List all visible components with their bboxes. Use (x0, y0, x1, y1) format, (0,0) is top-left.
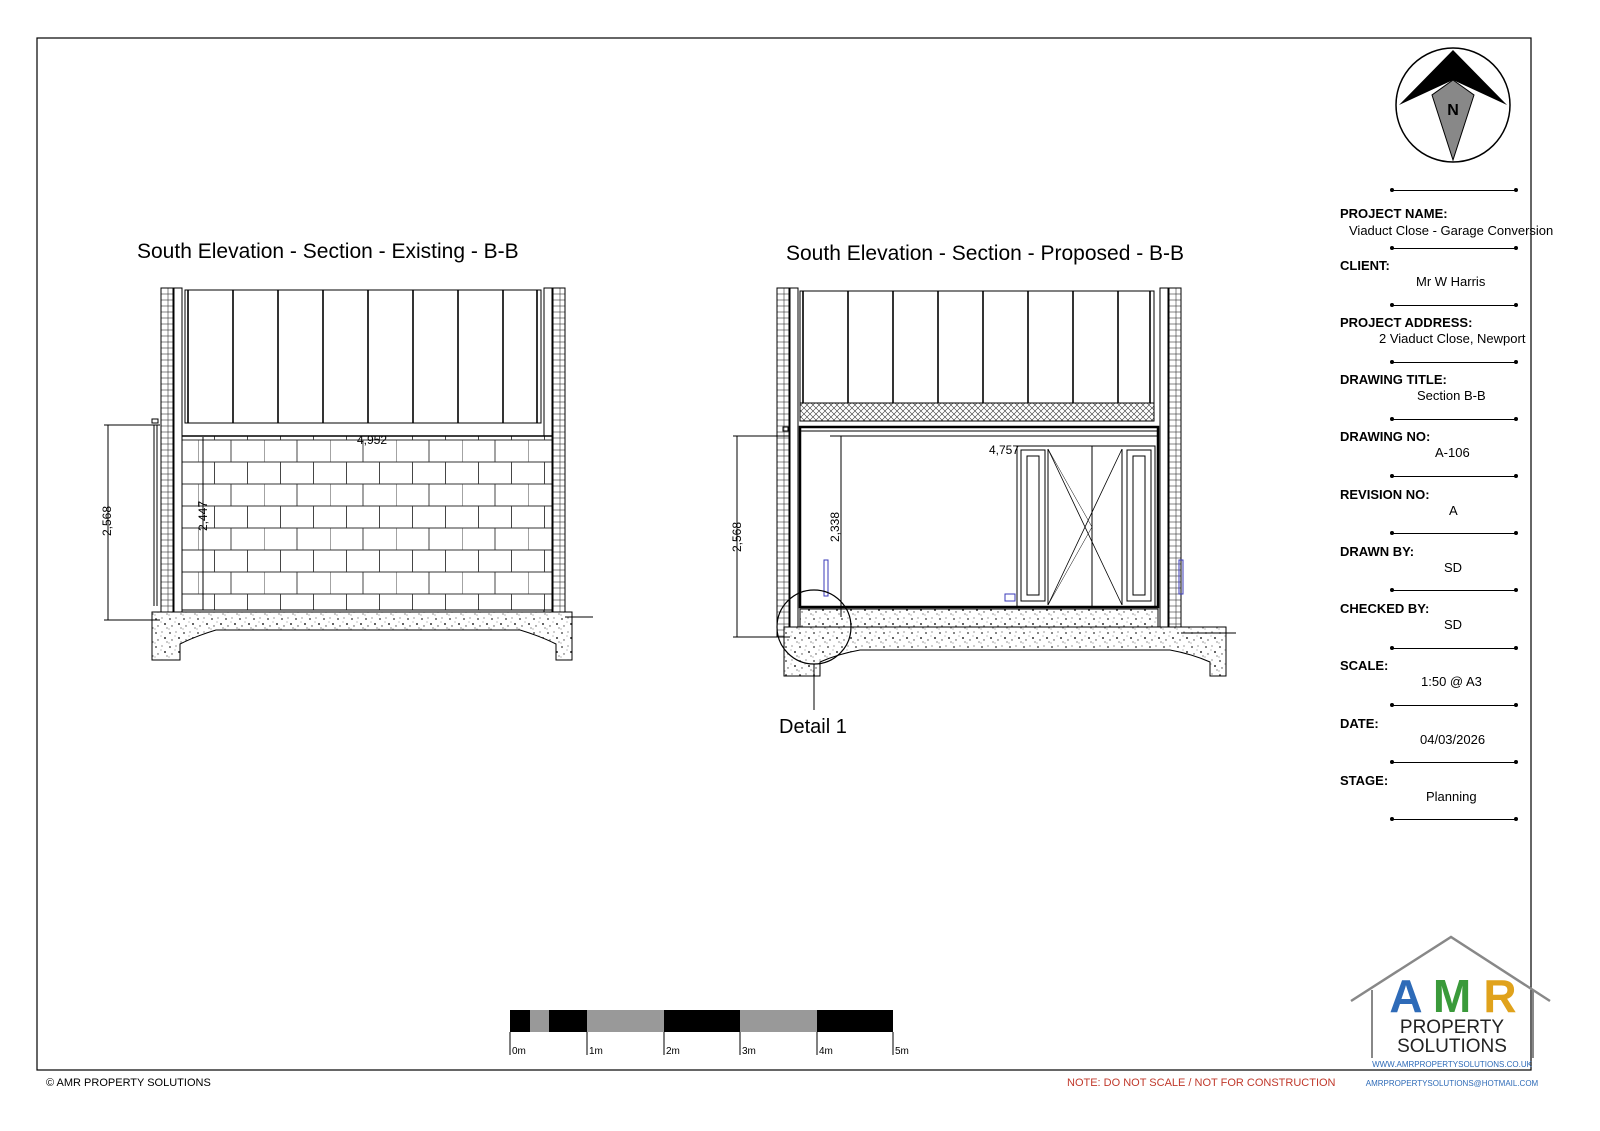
client-label: CLIENT: (1340, 258, 1390, 273)
logo-line-1: PROPERTY (1399, 1017, 1505, 1038)
scale-bar (510, 1010, 893, 1055)
scale-label: SCALE: (1340, 658, 1389, 673)
copyright-text: © AMR PROPERTY SOLUTIONS (46, 1077, 211, 1089)
logo-letter-m: M (1432, 970, 1472, 1022)
stage-value: Planning (1426, 789, 1477, 804)
existing-section-drawing (104, 288, 593, 660)
scale-tick-label: 3m (742, 1046, 756, 1057)
title-block-rule (1392, 476, 1516, 477)
title-block-rule (1392, 190, 1516, 191)
date-value: 04/03/2026 (1420, 732, 1486, 747)
logo-letter-r: R (1483, 970, 1517, 1022)
title-block-rule (1392, 705, 1516, 706)
date-label: DATE: (1340, 716, 1379, 731)
drawing-no-label: DRAWING NO: (1340, 429, 1431, 444)
existing-height-inner-dim: 2,447 (196, 500, 210, 532)
scale-tick-label: 1m (589, 1046, 603, 1057)
title-block-rule (1392, 819, 1516, 820)
title-block-rule (1392, 305, 1516, 306)
title-block-rule (1392, 762, 1516, 763)
detail-1-label: Detail 1 (779, 716, 847, 738)
existing-width-dim: 4,952 (356, 433, 388, 447)
proposed-width-dim: 4,757 (988, 443, 1020, 457)
client-value: Mr W Harris (1416, 274, 1486, 289)
project-address-value: 2 Viaduct Close, Newport (1379, 331, 1526, 346)
proposed-height-inner-dim: 2,338 (828, 511, 842, 543)
checked-by-value: SD (1444, 617, 1463, 632)
project-address-label: PROJECT ADDRESS: (1340, 315, 1473, 330)
scale-warning-note: NOTE: DO NOT SCALE / NOT FOR CONSTRUCTION (1067, 1077, 1336, 1089)
drawing-no-value: A-106 (1435, 445, 1470, 460)
existing-height-outer-dim: 2,568 (100, 505, 114, 537)
drawn-by-label: DRAWN BY: (1340, 544, 1415, 559)
proposed-section-drawing (733, 288, 1236, 710)
north-label: N (1447, 102, 1459, 119)
checked-by-label: CHECKED BY: (1340, 601, 1430, 616)
scale-value: 1:50 @ A3 (1421, 674, 1482, 689)
revision-no-value: A (1449, 503, 1458, 518)
project-name-label: PROJECT NAME: (1340, 206, 1448, 221)
project-name-value: Viaduct Close - Garage Conversion (1349, 223, 1554, 238)
title-block-rule (1392, 590, 1516, 591)
scale-tick-label: 2m (666, 1046, 680, 1057)
revision-no-label: REVISION NO: (1340, 487, 1430, 502)
drawn-by-value: SD (1444, 560, 1463, 575)
scale-tick-label: 5m (895, 1046, 909, 1057)
proposed-height-outer-dim: 2,568 (730, 521, 744, 553)
logo-email: AMRPROPERTYSOLUTIONS@HOTMAIL.COM (1365, 1079, 1539, 1088)
drawing-title-label: DRAWING TITLE: (1340, 372, 1447, 387)
title-block-rule (1392, 648, 1516, 649)
drawing-title-value: Section B-B (1417, 388, 1486, 403)
scale-tick-label: 0m (512, 1046, 526, 1057)
existing-view-title: South Elevation - Section - Existing - B-B (137, 240, 519, 263)
stage-label: STAGE: (1340, 773, 1389, 788)
title-block-rule (1392, 533, 1516, 534)
scale-tick-label: 4m (819, 1046, 833, 1057)
logo-letter-a: A (1389, 970, 1423, 1022)
title-block-rule (1392, 419, 1516, 420)
logo-website: WWW.AMRPROPERTYSOLUTIONS.CO.UK (1372, 1060, 1532, 1069)
title-block-rule (1392, 248, 1516, 249)
proposed-view-title: South Elevation - Section - Proposed - B-B (786, 242, 1185, 265)
logo-line-2: SOLUTIONS (1397, 1036, 1507, 1057)
title-block-rule (1392, 362, 1516, 363)
